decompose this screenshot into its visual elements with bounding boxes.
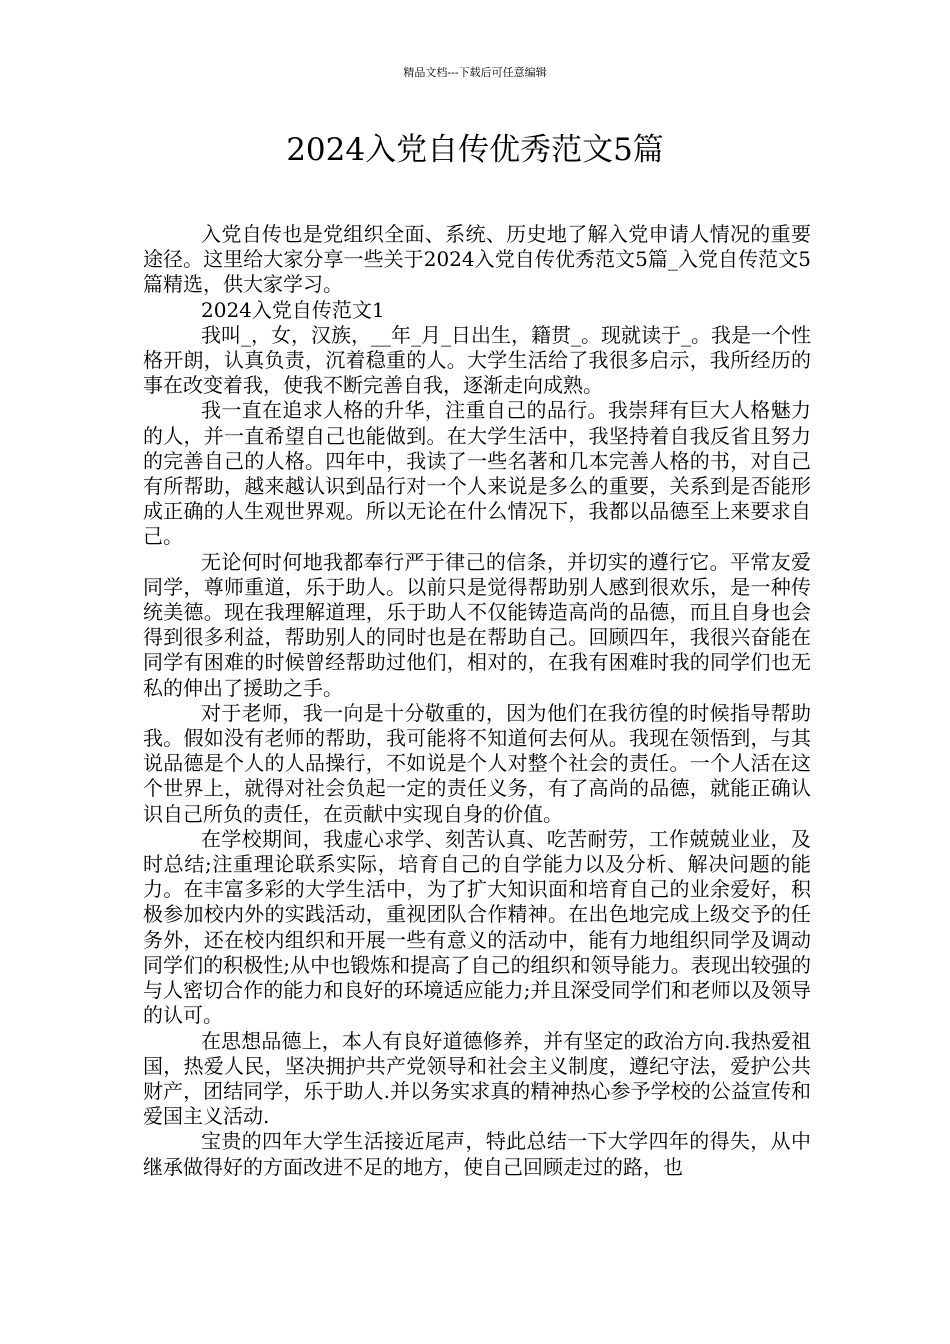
paragraph: 在学校期间，我虚心求学、刻苦认真、吃苦耐劳，工作兢兢业业，及时总结;注重理论联系实际，培育自己的自学能力以及分析、解决问题的能力。在丰富多彩的大学生活中，为了扩大知识面和培育自己的业余爱好，积极参加校内外的实践活动，重视团队合作精神。在出色地完成上级交予的任务外，还在校内组织和开展一些有意义的活动中，能有力地组织同学及调动同学们的积极性;从中也锻炼和提高了自己的组织和领导能力。表现出较强的与人密切合作的能力和良好的环境适应能力;并且深受同学们和老师以及领导的认可。 xyxy=(143,826,811,1028)
paragraph: 在思想品德上，本人有良好道德修养，并有坚定的政治方向.我热爱祖国，热爱人民，坚决拥护共产党领导和社会主义制度，遵纪守法，爱护公共财产，团结同学，乐于助人.并以务实求真的精神热心参予学校的公益宣传和爱国主义活动. xyxy=(143,1028,811,1129)
paragraph: 无论何时何地我都奉行严于律己的信条，并切实的遵行它。平常友爱同学，尊师重道，乐于助人。以前只是觉得帮助别人感到很欢乐，是一种传统美德。现在我理解道理，乐于助人不仅能铸造高尚的品德，而且自身也会得到很多利益，帮助别人的同时也是在帮助自己。回顾四年，我很兴奋能在同学有困难的时候曾经帮助过他们，相对的，在我有困难时我的同学们也无私的伸出了援助之手。 xyxy=(143,549,811,700)
paragraph: 宝贵的四年大学生活接近尾声，特此总结一下大学四年的得失，从中继承做得好的方面改进不足的地方，使自己回顾走过的路，也 xyxy=(143,1129,811,1179)
paragraph: 我一直在追求人格的升华，注重自己的品行。我崇拜有巨大人格魅力的人，并一直希望自己也能做到。在大学生活中，我坚持着自我反省且努力的完善自己的人格。四年中，我读了一些名著和几本完善人格的书，对自己有所帮助，越来越认识到品行对一个人来说是多么的重要，关系到是否能形成正确的人生观世界观。所以无论在什么情况下，我都以品德至上来要求自己。 xyxy=(143,398,811,549)
paragraph: 我叫_，女，汉族，__年_月_日出生，籍贯_。现就读于_。我是一个性格开朗，认真负责，沉着稳重的人。大学生活给了我很多启示，我所经历的事在改变着我，使我不断完善自我，逐渐走向成熟。 xyxy=(143,322,811,398)
header-note: 精品文档---下载后可任意编辑 xyxy=(403,66,547,79)
paragraph: 对于老师，我一向是十分敬重的，因为他们在我彷徨的时候指导帮助我。假如没有老师的帮助，我可能将不知道何去何从。我现在领悟到，与其说品德是个人的人品操行，不如说是个人对整个社会的责任。一个人活在这个世界上，就得对社会负起一定的责任义务，有了高尚的品德，就能正确认识自己所负的责任，在贡献中实现自身的价值。 xyxy=(143,700,811,826)
paragraph-intro: 入党自传也是党组织全面、系统、历史地了解入党申请人情况的重要途径。这里给大家分享一些关于2024入党自传优秀范文5篇_入党自传范文5篇精选，供大家学习。 xyxy=(143,222,811,297)
section-heading: 2024入党自传范文1 xyxy=(201,297,385,322)
document-title: 2024入党自传优秀范文5篇 xyxy=(286,132,664,168)
document-body xyxy=(143,222,811,1180)
